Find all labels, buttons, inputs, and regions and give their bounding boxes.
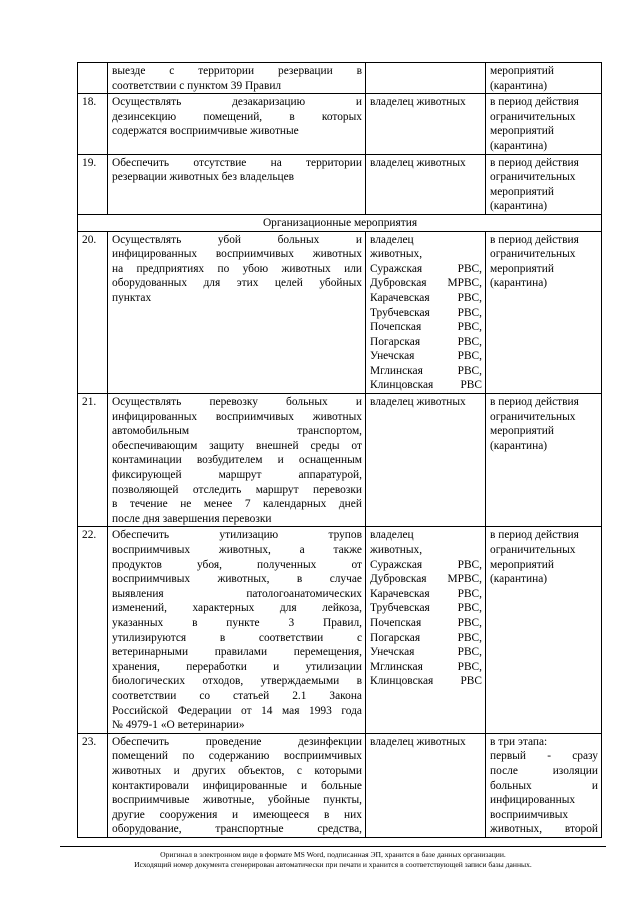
term-line: первый - сразу bbox=[490, 750, 598, 763]
term-line: в период действия bbox=[490, 529, 579, 542]
action-line: инфицированных восприимчивых животных bbox=[112, 248, 362, 261]
term-line: мероприятий bbox=[490, 558, 554, 571]
table-row bbox=[78, 231, 602, 394]
action-line: другие сооружения и имеющееся в них bbox=[112, 808, 362, 821]
term-line: в три этапа: bbox=[490, 735, 548, 748]
row-number: 19. bbox=[78, 154, 108, 214]
term-cell bbox=[486, 63, 602, 94]
responsible-cell bbox=[366, 94, 486, 154]
term-cell bbox=[486, 733, 602, 837]
action-line: продуктов убоя, полученных от bbox=[112, 558, 362, 571]
table-row bbox=[78, 394, 602, 527]
term-line: восприимчивых bbox=[490, 808, 569, 821]
action-cell bbox=[108, 63, 366, 94]
action-cell bbox=[108, 154, 366, 214]
action-line: автомобильным транспортом, bbox=[112, 425, 362, 438]
term-cell bbox=[486, 527, 602, 733]
table-row bbox=[78, 94, 602, 154]
table-row bbox=[78, 214, 602, 231]
action-line: обеспечивающим защиту внешней среды от bbox=[112, 439, 362, 452]
responsible-line: Мглинская РВС, bbox=[370, 660, 482, 673]
action-line: соответствии с пунктом 39 Правил bbox=[112, 79, 282, 92]
section-heading: Организационные мероприятия bbox=[78, 214, 602, 231]
action-line: Осуществлять перевозку больных и bbox=[112, 396, 362, 409]
action-line: дезинсекцию помещений, в которых bbox=[112, 110, 362, 123]
term-line: мероприятий bbox=[490, 425, 554, 438]
responsible-cell bbox=[366, 63, 486, 94]
term-cell bbox=[486, 394, 602, 527]
measures-table bbox=[77, 62, 602, 838]
responsible-line: животных, bbox=[370, 544, 423, 556]
action-line: восприимчивых животных, а также bbox=[112, 544, 362, 556]
term-line: (карантина) bbox=[490, 139, 548, 152]
action-line: Российской Федерации от 14 мая 1993 года bbox=[112, 704, 362, 717]
responsible-line: Карачевская РВС, bbox=[370, 291, 482, 304]
action-line: помещений по содержанию восприимчивых bbox=[112, 750, 362, 763]
action-line: восприимчивых животных, в случае bbox=[112, 573, 362, 586]
responsible-cell bbox=[366, 733, 486, 837]
term-line: в период действия bbox=[490, 156, 579, 169]
term-line: ограничительных bbox=[490, 248, 576, 261]
term-cell bbox=[486, 154, 602, 214]
responsible-cell bbox=[366, 394, 486, 527]
term-line: после изоляции bbox=[490, 764, 598, 777]
row-number: 20. bbox=[78, 231, 108, 394]
action-line: выявления патологоанатомических bbox=[112, 587, 362, 600]
action-line: в течение не менее 7 календарных дней bbox=[112, 498, 362, 511]
responsible-line: Дубровская МРВС, bbox=[370, 277, 482, 290]
responsible-cell bbox=[366, 527, 486, 733]
term-line: ограничительных bbox=[490, 544, 576, 556]
responsible-line: Мглинская РВС, bbox=[370, 364, 482, 377]
action-line: Обеспечить проведение дезинфекции bbox=[112, 735, 362, 748]
action-line: оборудованных для этих целей убойных bbox=[112, 277, 362, 290]
term-line: ограничительных bbox=[490, 410, 576, 423]
action-line: биологических отходов, утверждаемыми в bbox=[112, 675, 362, 688]
table-row bbox=[78, 154, 602, 214]
responsible-cell bbox=[366, 231, 486, 394]
responsible-line: Унечская РВС, bbox=[370, 350, 482, 363]
responsible-line: Суражская РВС, bbox=[370, 262, 482, 275]
responsible-line: Клинцовская РВС bbox=[370, 675, 482, 688]
responsible-line: Карачевская РВС, bbox=[370, 587, 482, 600]
action-line: после дня завершения перевозки bbox=[112, 512, 272, 525]
action-line: изменений, характерных для лейкоза, bbox=[112, 602, 362, 615]
term-line: мероприятий bbox=[490, 185, 554, 198]
term-line: мероприятий bbox=[490, 125, 554, 138]
document-footer bbox=[60, 846, 606, 870]
responsible-line: Погарская РВС, bbox=[370, 335, 482, 348]
table-row bbox=[78, 527, 602, 733]
action-line: на предприятиях по убою животных или bbox=[112, 262, 362, 275]
action-line: Обеспечить утилизацию трупов bbox=[112, 529, 362, 542]
term-line: (карантина) bbox=[490, 573, 548, 586]
responsible-line: владелец bbox=[370, 233, 414, 246]
action-line: выезде с территории резервации в bbox=[112, 65, 362, 77]
action-cell bbox=[108, 394, 366, 527]
action-line: животных и других объектов, с которыми bbox=[112, 764, 362, 777]
term-line: инфицированных bbox=[490, 794, 576, 807]
action-cell bbox=[108, 231, 366, 394]
term-cell bbox=[486, 231, 602, 394]
action-line: указанных в пункте 3 Правил, bbox=[112, 616, 362, 629]
term-line: животных, второй bbox=[490, 823, 598, 836]
responsible-line: владелец животных bbox=[370, 96, 466, 109]
term-line: мероприятий bbox=[490, 262, 554, 275]
row-number: 22. bbox=[78, 527, 108, 733]
action-line: восприимчивые животные, убойные пункты, bbox=[112, 794, 362, 807]
row-number: 18. bbox=[78, 94, 108, 154]
action-line: пунктах bbox=[112, 291, 152, 304]
action-line: Осуществлять убой больных и bbox=[112, 233, 362, 246]
term-line: больных и bbox=[490, 779, 598, 792]
action-line: контаминации возбудителем и оснащенным bbox=[112, 454, 362, 467]
table-row bbox=[78, 733, 602, 837]
action-line: Осуществлять дезакаризацию и bbox=[112, 96, 362, 109]
action-line: содержатся восприимчивые животные bbox=[112, 125, 299, 138]
responsible-line: Унечская РВС, bbox=[370, 646, 482, 659]
term-line: ограничительных bbox=[490, 110, 576, 123]
responsible-line: Почепская РВС, bbox=[370, 321, 482, 334]
responsible-line: Клинцовская РВС bbox=[370, 379, 482, 392]
responsible-line: владелец bbox=[370, 529, 414, 542]
term-cell bbox=[486, 94, 602, 154]
action-line: хранения, переработки и утилизации bbox=[112, 660, 362, 673]
row-number: 21. bbox=[78, 394, 108, 527]
action-line: инфицированных восприимчивых животных bbox=[112, 410, 362, 423]
responsible-cell bbox=[366, 154, 486, 214]
term-line: в период действия bbox=[490, 96, 579, 109]
action-cell bbox=[108, 733, 366, 837]
term-line: (карантина) bbox=[490, 200, 548, 213]
responsible-line: животных, bbox=[370, 248, 423, 261]
responsible-line: Трубчевская РВС, bbox=[370, 306, 482, 319]
action-line: соответствии со статьей 2.1 Закона bbox=[112, 689, 362, 702]
responsible-line: Почепская РВС, bbox=[370, 616, 482, 629]
responsible-line: владелец животных bbox=[370, 156, 466, 169]
responsible-line: владелец животных bbox=[370, 396, 466, 409]
term-line: мероприятий bbox=[490, 65, 554, 77]
action-line: контактировали инфицированные и больные bbox=[112, 779, 362, 792]
action-cell bbox=[108, 527, 366, 733]
action-line: утилизируются в соответствии с bbox=[112, 631, 362, 644]
term-line: (карантина) bbox=[490, 277, 548, 290]
action-line: фиксирующей маршрут аппаратурой, bbox=[112, 469, 362, 482]
term-line: в период действия bbox=[490, 233, 579, 246]
action-line: № 4979-1 «О ветеринарии» bbox=[112, 719, 245, 732]
action-line: оборудование, транспортные средства, bbox=[112, 823, 362, 836]
table-row bbox=[78, 63, 602, 94]
term-line: в период действия bbox=[490, 396, 579, 409]
action-line: резервации животных без владельцев bbox=[112, 171, 295, 184]
responsible-line: Трубчевская РВС, bbox=[370, 602, 482, 615]
responsible-line: Погарская РВС, bbox=[370, 631, 482, 644]
term-line: (карантина) bbox=[490, 79, 548, 92]
action-line: ветеринарными правилами перемещения, bbox=[112, 646, 362, 659]
action-line: Обеспечить отсутствие на территории bbox=[112, 156, 362, 169]
responsible-line: Дубровская МРВС, bbox=[370, 573, 482, 586]
term-line: ограничительных bbox=[490, 171, 576, 184]
row-number: 23. bbox=[78, 733, 108, 837]
footer-line-2: Исходящий номер документа сгенерирован автоматически при печати и хранится в соответствующей записи базы данных. bbox=[134, 860, 532, 869]
action-line: позволяющей отследить маршрут перевозки bbox=[112, 483, 362, 496]
footer-line-1: Оригинал в электронном виде в формате MS Word, подписанная ЭП, хранится в базе данных организации. bbox=[160, 850, 506, 859]
term-line: (карантина) bbox=[490, 439, 548, 452]
action-cell bbox=[108, 94, 366, 154]
row-number bbox=[78, 63, 108, 94]
responsible-line: владелец животных bbox=[370, 735, 466, 748]
responsible-line: Суражская РВС, bbox=[370, 558, 482, 571]
